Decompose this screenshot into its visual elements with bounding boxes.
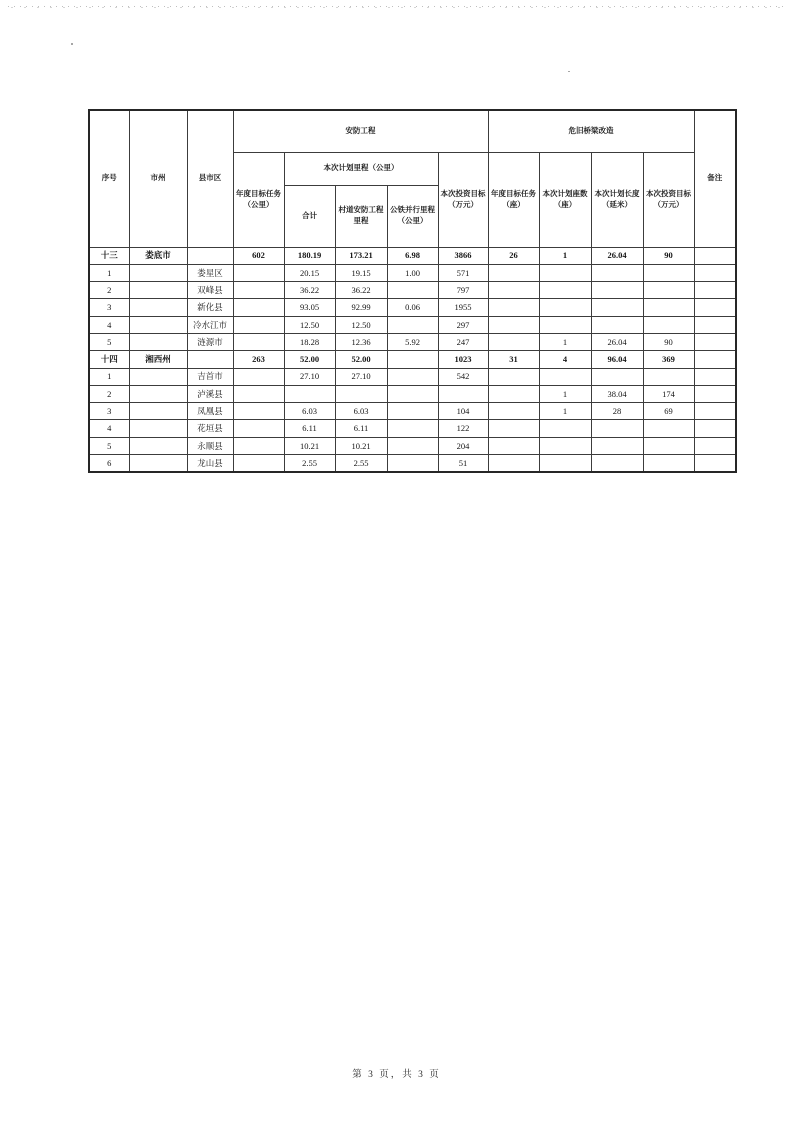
table-cell: 永顺县 [187,437,233,454]
col-header-bridge-annual-target: 年度目标任务（座） [488,152,539,247]
table-cell [387,455,438,473]
table-cell: 36.22 [335,282,387,299]
table-cell [129,455,187,473]
table-cell [129,385,187,402]
table-cell: 10.21 [335,437,387,454]
col-header-safety-annual-target: 年度目标任务（公里） [233,152,284,247]
table-row [89,247,736,264]
table-cell [488,403,539,420]
table-cell [694,385,736,402]
page-number-footer: 第 3 页，共 3 页 [352,1070,441,1080]
table-cell: 36.22 [284,282,335,299]
table-cell: 96.04 [591,351,643,368]
table-row [89,437,736,454]
table-cell: 5 [89,437,129,454]
table-cell [488,385,539,402]
table-cell [539,368,591,385]
table-cell: 90 [643,247,694,264]
table-cell: 31 [488,351,539,368]
col-header-bridge-plan-count: 本次计划座数（座） [539,152,591,247]
table-cell: 369 [643,351,694,368]
table-cell [335,385,387,402]
table-cell: 6.03 [335,403,387,420]
table-cell [694,437,736,454]
table-cell: 263 [233,351,284,368]
table-row [89,368,736,385]
table-cell: 娄底市 [129,247,187,264]
table-cell [488,333,539,350]
table-cell [591,455,643,473]
table-cell: 1 [539,247,591,264]
table-cell [694,247,736,264]
table-cell [643,368,694,385]
table-cell [129,403,187,420]
table-cell [591,264,643,281]
table-cell [233,299,284,316]
col-header-remarks: 备注 [694,110,736,247]
table-cell [539,264,591,281]
table-cell [387,368,438,385]
table-cell: 204 [438,437,488,454]
project-table [88,109,737,473]
table-row [89,385,736,402]
table-cell [387,282,438,299]
table-cell [694,282,736,299]
scan-noise-band [8,6,785,9]
table-row [89,264,736,281]
table-cell [694,368,736,385]
col-header-safety-plan-village: 村道安防工程里程 [335,185,387,247]
table-cell: 26.04 [591,333,643,350]
col-header-safety-invest-target: 本次投资目标（万元） [438,152,488,247]
table-row [89,282,736,299]
table-cell: 1 [539,403,591,420]
table-cell: 6.03 [284,403,335,420]
scan-speck [71,43,73,45]
table-cell: 38.04 [591,385,643,402]
table-cell: 27.10 [284,368,335,385]
table-row [89,351,736,368]
table-cell: 龙山县 [187,455,233,473]
table-cell: 湘西州 [129,351,187,368]
table-cell: 542 [438,368,488,385]
col-header-county: 县市区 [187,110,233,247]
table-cell [694,403,736,420]
table-cell [694,455,736,473]
table-cell: 26.04 [591,247,643,264]
table-cell [233,420,284,437]
table-cell: 1955 [438,299,488,316]
table-cell [187,351,233,368]
table-cell: 1023 [438,351,488,368]
table-cell [694,351,736,368]
table-cell [539,316,591,333]
table-cell: 2.55 [335,455,387,473]
table-cell: 涟源市 [187,333,233,350]
table-cell [539,455,591,473]
table-cell [694,299,736,316]
table-cell [129,316,187,333]
table-cell [539,282,591,299]
table-cell: 12.50 [335,316,387,333]
table-cell [129,333,187,350]
table-cell [643,282,694,299]
table-cell [233,455,284,473]
table-cell [129,264,187,281]
table-cell [539,299,591,316]
table-cell: 52.00 [335,351,387,368]
table-row [89,333,736,350]
table-cell [488,282,539,299]
table-cell [438,385,488,402]
table-cell: 十三 [89,247,129,264]
table-cell: 174 [643,385,694,402]
table-cell: 3 [89,299,129,316]
table-cell [387,420,438,437]
table-row [89,316,736,333]
table-cell: 2 [89,385,129,402]
table-cell [643,455,694,473]
table-cell: 92.99 [335,299,387,316]
table-cell: 4 [89,420,129,437]
table-cell: 花垣县 [187,420,233,437]
table-cell [591,299,643,316]
table-cell [387,403,438,420]
table-cell: 3 [89,403,129,420]
table-cell [488,420,539,437]
table-cell [129,437,187,454]
col-header-prefecture: 市州 [129,110,187,247]
table-cell [643,264,694,281]
table-cell [539,420,591,437]
table-cell [129,299,187,316]
table-cell: 571 [438,264,488,281]
table-cell [233,264,284,281]
table-cell: 双峰县 [187,282,233,299]
table-cell [488,299,539,316]
col-header-safety-plan-parallel: 公铁并行里程（公里） [387,185,438,247]
table-cell: 6.11 [284,420,335,437]
table-cell: 新化县 [187,299,233,316]
table-cell: 5 [89,333,129,350]
table-cell [591,437,643,454]
table-cell: 6 [89,455,129,473]
table-cell [233,316,284,333]
table-cell: 12.36 [335,333,387,350]
table-cell [488,455,539,473]
group-header-safety-project: 安防工程 [233,110,488,152]
table-cell: 冷水江市 [187,316,233,333]
table-row [89,455,736,473]
table-cell: 6.98 [387,247,438,264]
table-row [89,299,736,316]
group-header-safety-plan-mileage: 本次计划里程（公里） [284,152,438,185]
table-cell [233,333,284,350]
col-header-bridge-plan-length: 本次计划长度（延米） [591,152,643,247]
table-cell: 27.10 [335,368,387,385]
table-cell: 797 [438,282,488,299]
table-cell: 18.28 [284,333,335,350]
table-cell [387,385,438,402]
table-cell: 69 [643,403,694,420]
table-cell [488,437,539,454]
table-cell [694,316,736,333]
scan-speck [568,71,570,72]
table-cell: 1 [89,368,129,385]
table-cell [233,368,284,385]
col-header-safety-plan-total: 合计 [284,185,335,247]
table-cell [643,437,694,454]
col-header-bridge-invest-target: 本次投资目标（万元） [643,152,694,247]
table-cell: 20.15 [284,264,335,281]
table-cell: 3866 [438,247,488,264]
table-cell: 5.92 [387,333,438,350]
table-cell: 602 [233,247,284,264]
table-cell [129,420,187,437]
table-cell [694,333,736,350]
table-cell: 1 [539,333,591,350]
table-cell: 10.21 [284,437,335,454]
table-cell [129,368,187,385]
table-cell [488,316,539,333]
table-cell [233,437,284,454]
table-cell: 4 [89,316,129,333]
table-cell: 247 [438,333,488,350]
table-cell: 90 [643,333,694,350]
table-cell: 122 [438,420,488,437]
table-cell: 180.19 [284,247,335,264]
table-cell: 173.21 [335,247,387,264]
table-body [89,247,736,472]
table-cell [694,420,736,437]
table-cell: 0.06 [387,299,438,316]
table-cell [643,420,694,437]
table-cell: 6.11 [335,420,387,437]
table-cell: 104 [438,403,488,420]
table-cell [539,437,591,454]
col-header-seq: 序号 [89,110,129,247]
table-cell [387,437,438,454]
table-cell: 十四 [89,351,129,368]
table-cell [591,420,643,437]
table-row [89,403,736,420]
group-header-bridge-renovation: 危旧桥梁改造 [488,110,694,152]
table-cell [591,368,643,385]
table-cell [591,282,643,299]
table-cell: 泸溪县 [187,385,233,402]
table-cell: 19.15 [335,264,387,281]
table-cell: 1 [539,385,591,402]
table-cell [488,264,539,281]
table-cell: 凤凰县 [187,403,233,420]
table-header [89,110,736,247]
table-cell: 52.00 [284,351,335,368]
table-cell: 93.05 [284,299,335,316]
table-cell: 1 [89,264,129,281]
table-cell: 4 [539,351,591,368]
table-cell: 吉首市 [187,368,233,385]
table-cell [488,368,539,385]
table-cell: 1.00 [387,264,438,281]
table-cell: 2 [89,282,129,299]
table-cell [591,316,643,333]
table-cell [643,299,694,316]
table-cell: 26 [488,247,539,264]
table-cell [233,282,284,299]
table-cell: 娄星区 [187,264,233,281]
table-cell: 51 [438,455,488,473]
table-cell [643,316,694,333]
table-cell [694,264,736,281]
table-cell [129,282,187,299]
table-cell [233,403,284,420]
table-cell: 297 [438,316,488,333]
table-cell [187,247,233,264]
table-cell: 2.55 [284,455,335,473]
table-cell [387,316,438,333]
table-cell [233,385,284,402]
table-row [89,420,736,437]
table-cell [387,351,438,368]
table-cell [284,385,335,402]
table-cell: 12.50 [284,316,335,333]
table-cell: 28 [591,403,643,420]
